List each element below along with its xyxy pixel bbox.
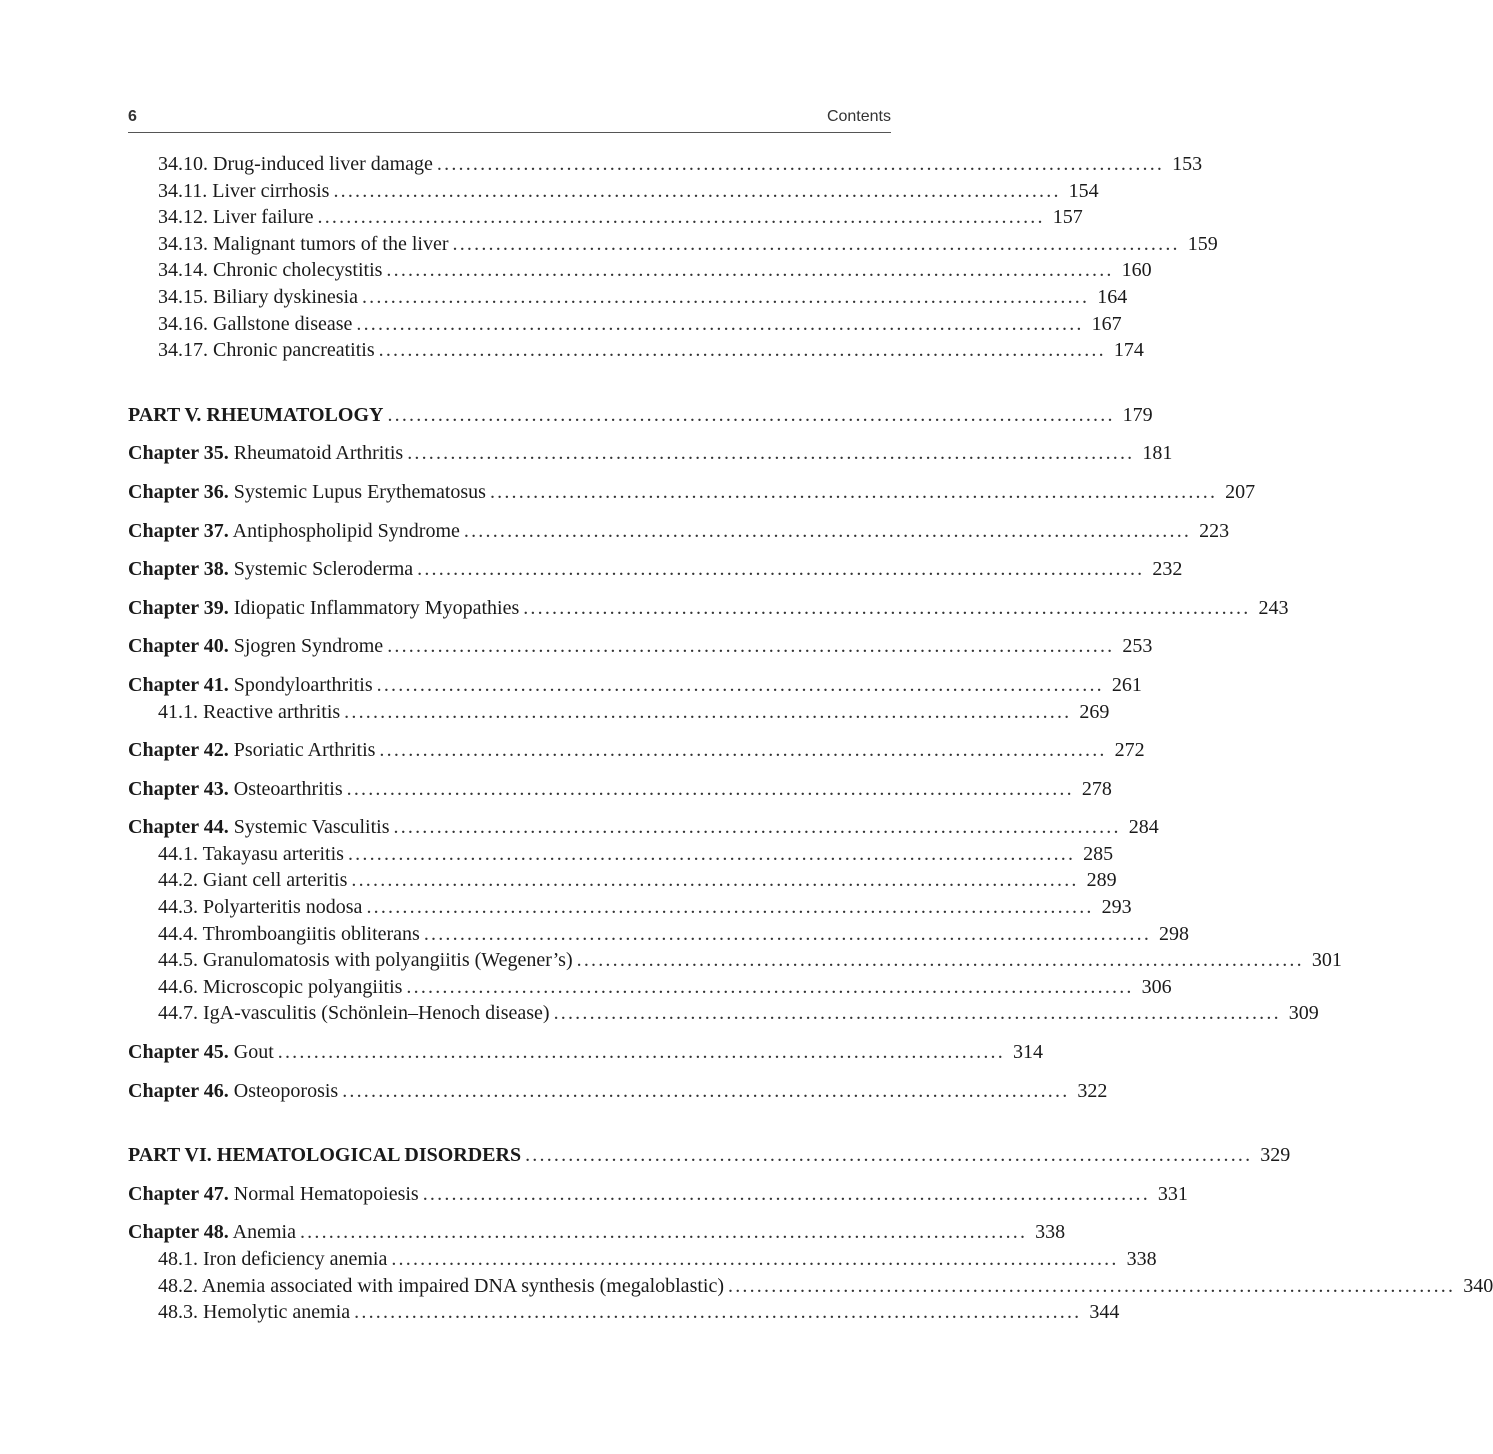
chapter-title: Antiphospholipid Syndrome — [232, 519, 460, 542]
chapter-prefix: Chapter 42. — [128, 739, 229, 762]
toc-entry-label: 48.3. Hemolytic anemia — [158, 1301, 351, 1324]
chapter-prefix: Chapter 44. — [128, 816, 229, 839]
toc-chapter-36[interactable] — [128, 479, 1256, 506]
toc-entry-44-2[interactable] — [128, 867, 1117, 894]
toc-entry-48-1[interactable] — [128, 1246, 1157, 1273]
chapter-title: Spondyloarthritis — [233, 673, 373, 696]
dot-leader: ..................................................................................................... — [376, 673, 1104, 696]
dot-leader: ..................................................................................................... — [436, 153, 1165, 175]
toc-entry-label: 34.15. Biliary dyskinesia — [158, 285, 358, 308]
spacer — [128, 506, 890, 518]
dot-leader: ..................................................................................................... — [463, 519, 1192, 542]
chapter-prefix: Chapter 41. — [128, 673, 229, 696]
spacer — [128, 621, 890, 633]
toc-entry-34-11[interactable] — [128, 178, 1099, 205]
toc-chapter-44[interactable] — [128, 814, 1159, 841]
spacer — [128, 1104, 890, 1142]
toc-entry-label: 44.7. IgA-vasculitis (Schönlein–Henoch disease) — [158, 1002, 550, 1025]
spacer — [128, 725, 890, 737]
toc-entry-page: 269 — [1079, 700, 1110, 723]
dot-leader: ..................................................................................................... — [346, 777, 1074, 800]
chapter-title: Sjogren Syndrome — [233, 635, 384, 658]
toc-part-5[interactable] — [128, 402, 1153, 429]
toc-entry-page: 293 — [1101, 896, 1132, 919]
dot-leader: ..................................................................................................... — [489, 480, 1218, 503]
chapter-title: Idiopatic Inflammatory Myopathies — [233, 596, 520, 619]
toc-entry-page: 253 — [1122, 635, 1153, 658]
chapter-prefix: Chapter 37. — [128, 519, 229, 542]
toc-entry-label: 44.3. Polyarteritis nodosa — [158, 896, 363, 919]
toc-entry-label: 34.16. Gallstone disease — [158, 312, 353, 335]
dot-leader: ..................................................................................................... — [422, 1182, 1150, 1205]
chapter-prefix: Chapter 45. — [128, 1041, 229, 1064]
dot-leader: ..................................................................................................... — [361, 285, 1090, 308]
spacer — [128, 1207, 890, 1219]
toc-entry-label: 34.17. Chronic pancreatitis — [158, 339, 375, 362]
toc-entry-48-2[interactable] — [128, 1273, 1493, 1300]
toc-entry-page: 301 — [1311, 949, 1342, 972]
chapter-title: Rheumatoid Arthritis — [233, 442, 404, 465]
toc-entry-page: 243 — [1258, 596, 1289, 619]
dot-leader: ..................................................................................................... — [728, 1274, 1456, 1297]
toc-entry-44-6[interactable] — [128, 974, 1172, 1001]
toc-part-label: PART V. RHEUMATOLOGY — [128, 403, 384, 426]
dot-leader: ..................................................................................................... — [452, 232, 1180, 255]
toc-entry-page: 329 — [1260, 1144, 1291, 1167]
dot-leader: ..................................................................................................... — [525, 1144, 1253, 1167]
toc-chapter-37[interactable] — [128, 518, 1230, 545]
dot-leader: ..................................................................................................... — [417, 558, 1145, 581]
toc-entry-label: 34.12. Liver failure — [158, 206, 314, 229]
toc-entry-34-10[interactable] — [128, 151, 1203, 178]
dot-leader: ..................................................................................................... — [344, 700, 1072, 723]
chapter-prefix: Chapter 48. — [128, 1221, 229, 1244]
toc-entry-page: 154 — [1068, 179, 1099, 202]
toc-chapter-43[interactable] — [128, 776, 1112, 803]
spacer — [128, 467, 890, 479]
toc-chapter-48[interactable] — [128, 1219, 1066, 1246]
toc-entry-page: 181 — [1142, 442, 1173, 465]
toc-entry-34-14[interactable] — [128, 257, 1152, 284]
toc-entry-label: 44.4. Thromboangiitis obliterans — [158, 922, 420, 945]
toc-entry-label: 34.11. Liver cirrhosis — [158, 179, 330, 202]
toc-entry-page: 309 — [1288, 1002, 1319, 1025]
toc-chapter-38[interactable] — [128, 556, 1183, 583]
toc-entry-page: 272 — [1114, 739, 1145, 762]
toc-part-6[interactable] — [128, 1142, 1291, 1169]
toc-entry-34-12[interactable] — [128, 204, 1083, 231]
toc-entry-34-17[interactable] — [128, 337, 1144, 364]
toc-entry-page: 322 — [1077, 1079, 1108, 1102]
toc-entry-page: 159 — [1187, 232, 1218, 255]
dot-leader: ..................................................................................................... — [342, 1079, 1070, 1102]
chapter-title: Systemic Scleroderma — [233, 558, 414, 581]
spacer — [128, 364, 890, 402]
dot-leader: ..................................................................................................... — [277, 1041, 1005, 1064]
toc-entry-label: 34.10. Drug-induced liver damage — [158, 153, 433, 175]
toc-entry-label: 48.2. Anemia associated with impaired DNA synthesis (megaloblastic) — [158, 1274, 724, 1297]
toc-entry-page: 261 — [1111, 673, 1142, 696]
chapter-title: Systemic Lupus Erythematosus — [233, 480, 486, 503]
toc-entry-page: 285 — [1083, 842, 1114, 865]
chapter-prefix: Chapter 35. — [128, 442, 229, 465]
dot-leader: ..................................................................................................... — [391, 1248, 1119, 1270]
toc-entry-label: 41.1. Reactive arthritis — [158, 700, 341, 723]
toc-entry-page: 331 — [1157, 1182, 1188, 1205]
dot-leader: ..................................................................................................... — [406, 975, 1134, 998]
page-number: 6 — [128, 108, 137, 125]
chapter-title: Anemia — [232, 1221, 296, 1244]
toc-chapter-45[interactable] — [128, 1039, 1043, 1066]
dot-leader: ..................................................................................................... — [299, 1221, 1028, 1244]
toc-entry-44-3[interactable] — [128, 894, 1132, 921]
dot-leader: ..................................................................................................... — [354, 1301, 1082, 1324]
toc-entry-label: 44.1. Takayasu arteritis — [158, 842, 344, 865]
toc-chapter-39[interactable] — [128, 595, 1289, 622]
spacer — [128, 544, 890, 556]
spacer — [128, 1027, 890, 1039]
dot-leader: ..................................................................................................... — [366, 896, 1094, 919]
dot-leader: ..................................................................................................... — [333, 179, 1061, 202]
toc-entry-label: 34.13. Malignant tumors of the liver — [158, 232, 449, 255]
toc-entry-page: 232 — [1152, 558, 1183, 581]
running-header — [128, 106, 891, 133]
dot-leader: ..................................................................................................... — [351, 869, 1079, 892]
toc-entry-page: 164 — [1097, 285, 1128, 308]
chapter-title: Gout — [233, 1041, 274, 1064]
dot-leader: ..................................................................................................... — [356, 312, 1084, 335]
toc-entry-label: 44.6. Microscopic polyangiitis — [158, 975, 403, 998]
toc-entry-page: 153 — [1172, 153, 1203, 175]
toc-entry-page: 306 — [1141, 975, 1172, 998]
dot-leader: ..................................................................................................... — [378, 339, 1106, 362]
toc-chapter-47[interactable] — [128, 1181, 1188, 1208]
dot-leader: ..................................................................................................... — [553, 1002, 1281, 1025]
toc-entry-page: 174 — [1113, 339, 1144, 362]
spacer — [128, 802, 890, 814]
toc-entry-label: 48.1. Iron deficiency anemia — [158, 1248, 388, 1270]
toc-entry-page: 289 — [1086, 869, 1117, 892]
chapter-prefix: Chapter 36. — [128, 480, 229, 503]
dot-leader: ..................................................................................................... — [387, 403, 1115, 426]
toc-entry-44-4[interactable] — [128, 921, 1190, 948]
toc-entry-page: 207 — [1225, 480, 1256, 503]
chapter-prefix: Chapter 46. — [128, 1079, 229, 1102]
toc-chapter-42[interactable] — [128, 737, 1145, 764]
toc-entry-label: 34.14. Chronic cholecystitis — [158, 259, 383, 282]
spacer — [128, 660, 890, 672]
spacer — [128, 428, 890, 440]
toc-entry-34-15[interactable] — [128, 284, 1128, 311]
dot-leader: ..................................................................................................... — [379, 739, 1107, 762]
table-of-contents — [128, 151, 1493, 1326]
spacer — [128, 1066, 890, 1078]
spacer — [128, 1169, 890, 1181]
running-title: Contents — [826, 108, 891, 125]
toc-entry-page: 223 — [1199, 519, 1230, 542]
dot-leader: ..................................................................................................... — [317, 206, 1045, 229]
toc-entry-page: 179 — [1122, 403, 1153, 426]
dot-leader: ..................................................................................................... — [386, 259, 1114, 282]
dot-leader: ..................................................................................................... — [347, 842, 1076, 865]
toc-entry-page: 338 — [1035, 1221, 1066, 1244]
toc-entry-page: 167 — [1091, 312, 1122, 335]
toc-chapter-41[interactable] — [128, 672, 1142, 699]
chapter-prefix: Chapter 39. — [128, 596, 229, 619]
toc-entry-page: 284 — [1128, 816, 1159, 839]
toc-entry-page: 278 — [1081, 777, 1112, 800]
chapter-prefix: Chapter 47. — [128, 1182, 229, 1205]
toc-entry-44-5[interactable] — [128, 947, 1342, 974]
chapter-title: Psoriatic Arthritis — [233, 739, 376, 762]
chapter-title: Systemic Vasculitis — [233, 816, 390, 839]
toc-entry-34-13[interactable] — [128, 231, 1218, 258]
toc-entry-page: 338 — [1126, 1248, 1157, 1270]
dot-leader: ..................................................................................................... — [523, 596, 1251, 619]
toc-entry-44-1[interactable] — [128, 841, 1114, 868]
toc-entry-page: 157 — [1052, 206, 1083, 229]
toc-entry-page: 344 — [1089, 1301, 1120, 1324]
toc-entry-page: 298 — [1159, 922, 1190, 945]
chapter-title: Osteoporosis — [233, 1079, 339, 1102]
toc-entry-page: 314 — [1012, 1041, 1043, 1064]
toc-entry-label: 44.2. Giant cell arteritis — [158, 869, 348, 892]
chapter-prefix: Chapter 40. — [128, 635, 229, 658]
dot-leader: ..................................................................................................... — [576, 949, 1304, 972]
toc-part-label: PART VI. HEMATOLOGICAL DISORDERS — [128, 1144, 522, 1167]
toc-chapter-35[interactable] — [128, 440, 1173, 467]
dot-leader: ..................................................................................................... — [423, 922, 1152, 945]
spacer — [128, 583, 890, 595]
chapter-title: Normal Hematopoiesis — [233, 1182, 419, 1205]
spacer — [128, 764, 890, 776]
toc-entry-page: 160 — [1121, 259, 1152, 282]
toc-chapter-40[interactable] — [128, 633, 1153, 660]
dot-leader: ..................................................................................................... — [387, 635, 1115, 658]
toc-entry-34-16[interactable] — [128, 311, 1122, 338]
chapter-title: Osteoarthritis — [233, 777, 343, 800]
dot-leader: ..................................................................................................... — [407, 442, 1135, 465]
toc-entry-page: 340 — [1463, 1274, 1493, 1297]
toc-entry-41-1[interactable] — [128, 699, 1110, 726]
chapter-prefix: Chapter 43. — [128, 777, 229, 800]
toc-entry-label: 44.5. Granulomatosis with polyangiitis (Wegener’s) — [158, 949, 573, 972]
dot-leader: ..................................................................................................... — [393, 816, 1121, 839]
toc-entry-48-3[interactable] — [128, 1299, 1120, 1326]
toc-chapter-46[interactable] — [128, 1078, 1108, 1105]
toc-entry-44-7[interactable] — [128, 1000, 1319, 1027]
chapter-prefix: Chapter 38. — [128, 558, 229, 581]
